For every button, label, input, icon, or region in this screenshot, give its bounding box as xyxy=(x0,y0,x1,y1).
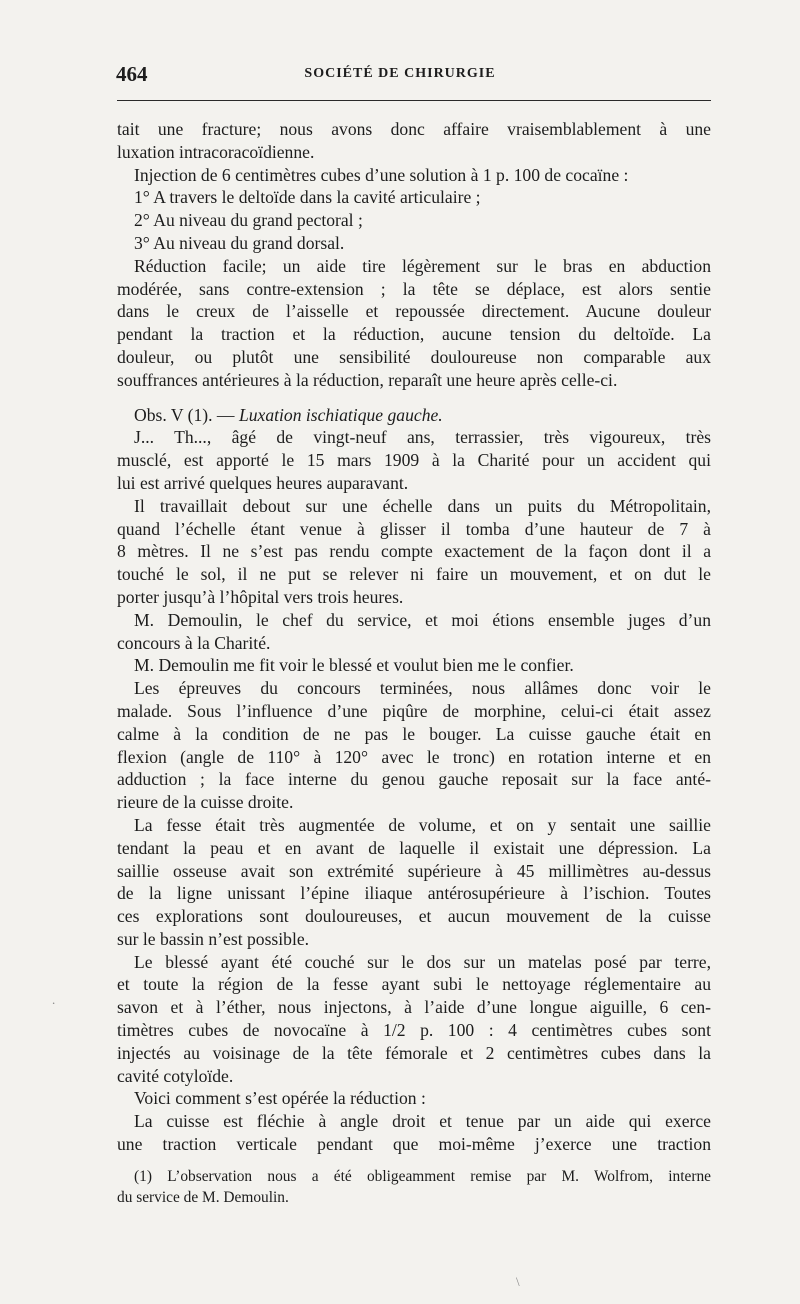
body-text xyxy=(117,118,711,1156)
paragraph xyxy=(117,654,711,677)
text-line: savon et à l’éther, nous injectons, à l’aide d’une longue aiguille, 6 cen- xyxy=(117,997,711,1018)
text-line: Les épreuves du concours terminées, nous allâmes donc voir le xyxy=(134,678,711,699)
text-line: musclé, est apporté le 15 mars 1909 à la Charité pour un accident qui xyxy=(117,450,711,471)
text-line: modérée, sans contre-extension ; la tête se déplace, est alors sentie xyxy=(117,278,711,299)
text-line: porter jusqu’à l’hôpital vers trois heures. xyxy=(117,586,404,607)
text-line: La cuisse est fléchie à angle droit et tenue par un aide qui exerce xyxy=(134,1111,711,1132)
text-line: 8 mètres. Il ne s’est pas rendu compte exactement de la façon dont il a xyxy=(117,541,711,562)
observation-title: Luxation ischiatique gauche. xyxy=(238,404,443,425)
text-line: La fesse était très augmentée de volume, et on y sentait une saillie xyxy=(134,814,711,835)
paragraph xyxy=(117,426,711,494)
footnote-line: du service de M. Demoulin. xyxy=(117,1189,289,1206)
text-line: timètres cubes de novocaïne à 1/2 p. 100 : 4 centimètres cubes sont xyxy=(117,1020,711,1041)
text-line: luxation intracoracoïdienne. xyxy=(117,141,315,162)
text-line: 2° Au niveau du grand pectoral ; xyxy=(134,210,363,231)
text-line: et toute la région de la fesse ayant subi le nettoyage réglementaire au xyxy=(117,974,711,995)
bottom-speck: \ xyxy=(516,1274,520,1289)
text-line: rieure de la cuisse droite. xyxy=(117,792,294,813)
text-line: flexion (angle de 110° à 120° avec le tronc) en rotation interne et en xyxy=(117,746,711,767)
paragraph xyxy=(117,255,711,392)
margin-speck: . xyxy=(52,992,56,1007)
list-item xyxy=(117,209,711,232)
text-line: pendant la traction et la réduction, aucune tension du deltoïde. La xyxy=(117,324,711,345)
paragraph xyxy=(117,677,711,814)
text-line: malade. Sous l’influence d’une piqûre de morphine, celui-ci était assez xyxy=(117,700,711,721)
header-rule xyxy=(117,100,711,101)
text-line: quand l’échelle étant venue à glisser il tomba d’une hauteur de 7 à xyxy=(117,518,711,539)
text-line: souffrances antérieures à la réduction, reparaît une heure après celle-ci. xyxy=(117,369,618,390)
section-gap xyxy=(117,392,711,404)
text-line: dans le creux de l’aisselle et repoussée directement. Aucune douleur xyxy=(117,301,711,322)
paragraph xyxy=(117,814,711,951)
text-line: tendant la peau et en avant de laquelle il existait une dépression. La xyxy=(117,837,711,858)
footnote-line: (1) L’observation nous a été obligeamment remise par M. Wolfrom, interne xyxy=(134,1168,711,1185)
observation-label: Obs. V (1). — xyxy=(134,404,235,425)
paragraph xyxy=(117,495,711,609)
text-line: touché le sol, il ne put se relever ni faire un mouvement, et on dut le xyxy=(117,564,711,585)
text-line: Réduction facile; un aide tire légèrement sur le bras en abduction xyxy=(134,255,711,276)
text-line: cavité cotyloïde. xyxy=(117,1065,234,1086)
text-line: J... Th..., âgé de vingt-neuf ans, terrassier, très vigoureux, très xyxy=(134,427,711,448)
text-line: adduction ; la face interne du genou gauche reposait sur la face anté- xyxy=(117,769,711,790)
text-line: de la ligne unissant l’épine iliaque antérosupérieure à l’ischion. Toutes xyxy=(117,883,711,904)
text-line: tait une fracture; nous avons donc affaire vraisemblablement à une xyxy=(117,119,711,139)
text-line: douleur, ou plutôt une sensibilité douloureuse non comparable aux xyxy=(117,346,711,367)
page-number: 464 xyxy=(116,62,148,86)
text-line: Injection de 6 centimètres cubes d’une solution à 1 p. 100 de cocaïne : xyxy=(134,164,629,185)
text-line: M. Demoulin me fit voir le blessé et voulut bien me le confier. xyxy=(134,655,574,676)
list-item xyxy=(117,186,711,209)
text-line: calme à la condition de ne pas le bouger. La cuisse gauche était en xyxy=(117,723,711,744)
paragraph xyxy=(117,609,711,655)
paragraph xyxy=(117,1087,711,1110)
text-line: lui est arrivé quelques heures auparavant. xyxy=(117,472,409,493)
text-line: saillie osseuse avait son extrémité supérieure à 45 millimètres au-dessus xyxy=(117,860,711,881)
text-line: sur le bassin n’est possible. xyxy=(117,928,310,949)
list-item xyxy=(117,232,711,255)
text-line: injectés au voisinage de la tête fémorale et 2 centimètres cubes dans la xyxy=(117,1042,711,1063)
observation-heading xyxy=(117,404,711,427)
text-line: ces explorations sont douloureuses, et aucun mouvement de la cuisse xyxy=(117,906,711,927)
footnote xyxy=(117,1166,711,1208)
paragraph xyxy=(117,164,711,187)
text-line: une traction verticale pendant que moi-même j’exerce une traction xyxy=(117,1134,711,1155)
text-line: concours à la Charité. xyxy=(117,632,271,653)
text-line: Voici comment s’est opérée la réduction : xyxy=(134,1088,426,1109)
text-line: 1° A travers le deltoïde dans la cavité articulaire ; xyxy=(134,187,481,208)
paragraph xyxy=(117,1110,711,1156)
text-line: 3° Au niveau du grand dorsal. xyxy=(134,232,345,253)
paragraph xyxy=(117,951,711,1088)
text-line: Le blessé ayant été couché sur le dos sur un matelas posé par terre, xyxy=(134,951,711,972)
paragraph xyxy=(117,118,711,164)
running-head: SOCIÉTÉ DE CHIRURGIE xyxy=(304,66,496,81)
text-line: M. Demoulin, le chef du service, et moi étions ensemble juges d’un xyxy=(134,609,711,630)
text-line: Il travaillait debout sur une échelle dans un puits du Métropolitain, xyxy=(134,495,711,516)
